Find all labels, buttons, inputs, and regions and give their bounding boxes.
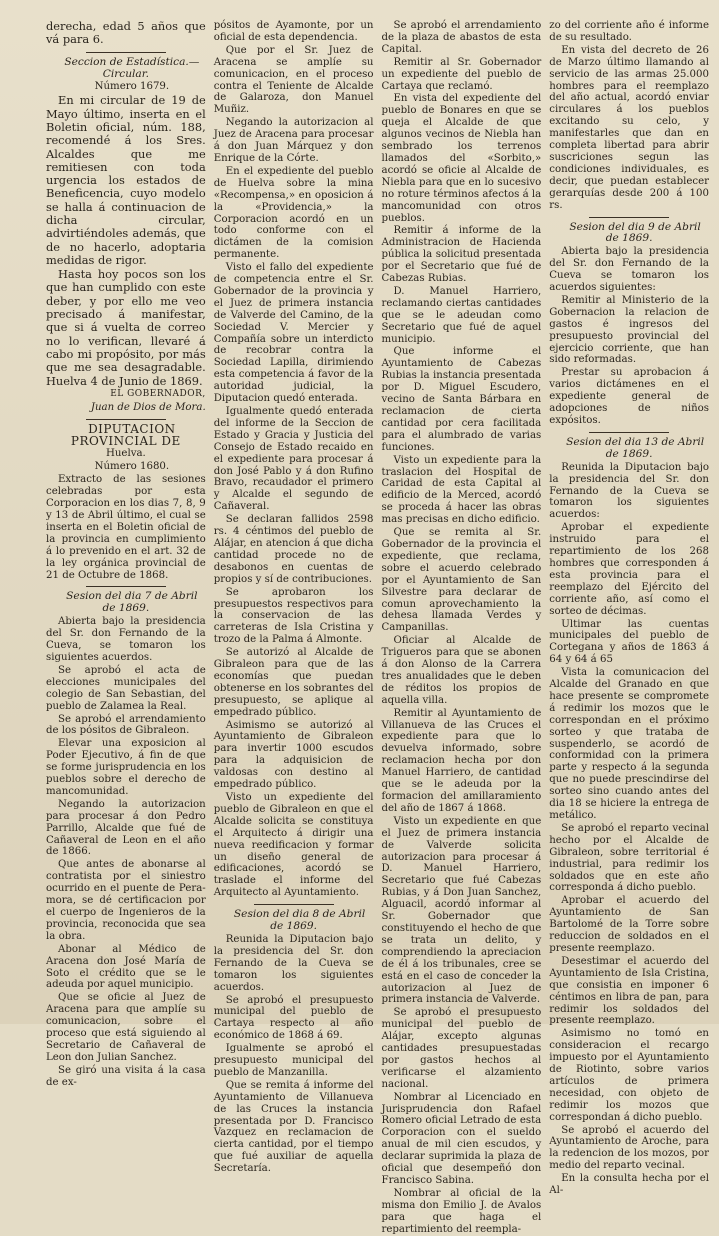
paragraph: Visto un expediente para la traslacion del Hospital de Caridad de esta Capital al edificio de la Merced, acordó se proceda á hacer las obras mas precisas en dicho edificio. (381, 454, 542, 526)
paragraph: Visto el fallo del expediente de competencia entre el Sr. Gobernador de la provincia y el Juez de primera instancia de Valverde del Camino, de la Sociedad V. Mercier y Compañía sobre un interdicto de recobrar contra la Sociedad Lapilla, dirimiendo esta competencia á favor de la autoridad judicial, la Diputacion quedó enterada. (213, 262, 374, 405)
paragraph: Ultimar las cuentas municipales del pueblo de Cortegana y años de 1863 á 64 y 64 á 65 (549, 618, 709, 666)
col1-lead: derecha, edad 5 años que vá para 6. (46, 19, 206, 47)
paragraph: En vista del decreto de 26 de Marzo último llamando al servicio de las armas 25.000 hombres para el reemplazo del año actual, acordó enviar circulares á los pueblos excitando su celo, y manifestarles que dan en completa libertad para abrir suscriciones segun las condiciones individuales, es decir, que puedan establecer gerarquías desde 200 á 100 rs. (549, 44, 709, 211)
session-9-title: Sesion del dia 9 de Abril de 1869. (569, 220, 701, 245)
separator (86, 419, 166, 420)
signer-name: Juan de Dios de Mora. (90, 401, 206, 413)
paragraph: Igualmente se aprobó el presupuesto municipal del pueblo de Manzanilla. (213, 1043, 374, 1078)
paragraph: Se aprobó el reparto vecinal hecho por el Alcalde de Gibraleon, sobre territorial é industrial, para redimir los soldados que en este año corresponda á dicho pueblo. (549, 822, 709, 894)
column-3 (381, 20, 542, 1235)
col4-lead: zo del corriente año é informe de su resultado. (549, 20, 709, 43)
paragraph: Aprobar el expediente instruido para el repartimiento de los 268 hombres que corresponden á esta provincia para el reemplazo del Ejército del corriente año, así como el sorteo de décimas. (549, 522, 709, 617)
paragraph: Se autorizó al Alcalde de Gibraleon para que de las economías que puedan obtenerse en los sobrantes del presupuesto, se aplique al empedrado público. (213, 647, 374, 718)
paragraph: Negando la autorizacion al Juez de Aracena para procesar á don Juan Márquez y don Enrique de la Córte. (213, 117, 374, 164)
paragraph: Igualmente quedó enterada del informe de la Seccion de Estado y Gracia y Justicia del Consejo de Estado recaido en el expediente para procesar á don José Pablo y á don Rufino Bravo, recaudador el primero y Alcalde el segundo de Cañaveral. (213, 406, 374, 513)
paragraph: Remitir á informe de la Administracion de Hacienda pública la solicitud presentada por el Secretario que fué de Cabezas Rubias. (381, 225, 542, 285)
paragraph: Asimismo no tomó en consideracion el recargo impuesto por el Ayuntamiento de Riotinto, sobre varios artículos de primera necesidad, con objeto de redimir los mozos que correspondan á dicho pueblo. (549, 1028, 709, 1123)
paragraph: Se declaran fallidos 2598 rs. 4 céntimos del pueblo de Alájar, en atencion á que dicha cantidad procede no de desabonos en cuentas de propios y sí de contribuciones. (213, 514, 374, 585)
paragraph: Remitir al Sr. Gobernador un expediente del pueblo de Cartaya que reclamó. (381, 56, 542, 92)
separator (86, 52, 166, 53)
circular-body-2: Hasta hoy pocos son los que han cumplido con este deber, y por ello me veo precisado á manifestar, que si á vuelta de correo no lo verifican, llevaré á cabo mi propósito, por más que me sea desagradable. Huelva 4 de Junio de 1869. (46, 267, 206, 388)
paragraph: Que informe el Ayuntamiento de Cabezas Rubias la instancia presentada por D. Miguel Escudero, vecino de Santa Bárbara en reclamacion de cierta cantidad por cera facilitada para el alumbrado de varias funciones. (381, 346, 542, 453)
paragraph: Visto un expediente en que el Juez de primera instancia de Valverde solicita autorizacion para procesar á D. Manuel Harriero, Secretario que fué Cabezas Rubias, y á Don Juan Sanchez, Alguacil, acordó informar al Sr. Gobernador que constituyendo el hecho de que se trata un delito, y comprendiendo la apreciacion de él á los tribunales, cree se está en el caso de conceder la autorizacion al Juez de primera instancia de Valverde. (381, 815, 542, 1006)
separator (86, 586, 166, 587)
paragraph: Reunida la Diputacion bajo la presidencia del Sr. don Fernando de la Cueva se tomaron los siguientes acuerdos. (213, 933, 374, 993)
paragraph: Remitir al Ministerio de la Gobernacion la relacion de gastos é ingresos del presupuesto provincial del ejercicio corriente, que han sido reformadas. (549, 294, 709, 366)
paragraph: D. Manuel Harriero, reclamando ciertas cantidades que se le adeudan como Secretario que fué de aquel municipio. (381, 285, 542, 345)
circular-section-title: Seccion de Estadística.—Circular. (64, 55, 200, 80)
session-8-title: Sesion del dia 8 de Abril de 1869. (233, 908, 366, 933)
paragraph: Oficiar al Alcalde de Trigueros para que se abonen á don Alonso de la Carrera tres anualidades que le deben de réditos los propios de aquella villa. (381, 635, 542, 706)
paragraph: Nombrar al oficial de la misma don Emilio J. de Avalos para que haga el repartimiento del reempla- (381, 1187, 542, 1235)
separator (589, 432, 669, 433)
diputacion-number: Número 1680. (94, 461, 170, 473)
paragraph: Reunida la Diputacion bajo la presidencia del Sr. don Fernando de la Cueva se tomaron los siguientes acuerdos: (549, 461, 709, 521)
column-1 (46, 19, 206, 1088)
paragraph: Se aprobó el acta de elecciones municipales del colegio de San Sebastian, del pueblo de Zalamea la Real. (46, 664, 206, 712)
paragraph: Se aprobaron los presupuestos respectivos para la conservacion de las carreteras de Isla Cristina y trozo de la Palma á Almonte. (213, 586, 374, 646)
diputacion-heading: DIPUTACION PROVINCIAL DE (70, 421, 181, 448)
paragraph: Remitir al Ayuntamiento de Villanueva de las Cruces el expediente para que lo devuelva informado, sobre reclamacion hecha por don Manuel Harriero, de cantidad que se le adeuda por la formacion del amillaramiento del año de 1867 á 1868. (381, 707, 542, 814)
paragraph: Se aprobó el arrendamiento de los pósitos de Gibraleon. (46, 713, 206, 737)
paragraph: Asimismo se autorizó al Ayuntamiento de Gibraleon para invertir 1000 escudos para la adquisicion de valdosas con destino al empedrado público. (213, 719, 374, 791)
paragraph: Se aprobó el presupuesto municipal del pueblo de Alájar, excepto algunas cantidades presupuestadas por gastos hechos al verificarse el alzamiento nacional. (381, 1007, 542, 1090)
paragraph: Prestar su aprobacion á varios dictámenes en el expediente general de adopciones de niños expósitos. (549, 367, 709, 426)
column-4 (549, 20, 709, 1197)
column-2 (213, 20, 374, 1175)
paragraph: Que antes de abonarse al contratista por el siniestro ocurrido en el puente de Pera-mora, se dé certificacion por el cuerpo de Ingenieros de la provincia, reconocida que sea la obra. (46, 859, 206, 942)
paragraph: Vista la comunicacion del Alcalde del Granado en que hace presente se compromete á redimir los mozos que le correspondan en el próximo sorteo y que trataba de suspenderlo, se acordó de conformidad con la primera parte y respecto á la segunda que no puede prescindirse del sorteo sino cuando antes del dia 18 se hiciere la entrega de metálico. (549, 667, 709, 821)
paragraph: En el expediente del pueblo de Huelva sobre la mina «Recompensa,» en oposicion á la «Providencia,» la Corporacion acordó en un todo conforme con el dictámen de la comision permanente. (213, 165, 374, 261)
paragraph: Que por el Sr. Juez de Aracena se amplíe su comunicacion, en el proceso contra el Teniente de Alcalde de Galaroza, don Manuel Muñiz. (213, 44, 374, 116)
separator (254, 904, 334, 905)
signer-title: EL GOBERNADOR, (110, 388, 206, 399)
diputacion-heading-city: Huelva. (105, 448, 146, 460)
paragraph: Que se oficie al Juez de Aracena para que amplíe su comunicacion, sobre el proceso que está siguiendo al Secretario de Cañaveral de Leon don Julian Sanchez. (46, 992, 206, 1063)
paragraph: Se giró una visita á la casa de ex- (46, 1064, 206, 1088)
circular-number: Número 1679. (94, 81, 170, 93)
paragraph: Aprobar el acuerdo del Ayuntamiento de San Bartolomé de la Torre sobre reduccion de soldados en el presente reemplazo. (549, 895, 709, 954)
paragraph: Se aprobó el arrendamiento de la plaza de abastos de esta Capital. (381, 20, 542, 55)
paragraph: Abierta bajo la presidencia del Sr. don Fernando de la Cueva se tomaron los acuerdos siguientes: (549, 246, 709, 294)
diputacion-intro: Extracto de las sesiones celebradas por esta Corporacion en los dias 7, 8, 9 y 13 de Abril último, el cual se inserta en el Boletin oficial de la provincia en cumplimiento á lo prevenido en el art. 32 de la ley orgánica provincial de 21 de Octubre de 1868. (46, 474, 206, 581)
paragraph: Desestimar el acuerdo del Ayuntamiento de Isla Cristina, que consistia en imponer 6 céntimos en libra de pan, para redimir los soldados del presente reemplazo. (549, 955, 709, 1027)
session-7-title: Sesion del dia 7 de Abril de 1869. (66, 590, 198, 615)
paragraph: En vista del expediente del pueblo de Bonares en que se queja el Alcalde de que algunos vecinos de Niebla han sembrado los terrenos llamados del «Sorbito,» acordó se oficie al Alcalde de Niebla para que en lo sucesivo no roture términos afectos á la mancomunidad con otros pueblos. (381, 93, 542, 224)
paragraph: Que se remita á informe del Ayuntamiento de Villanueva de las Cruces la instancia presentada por D. Francisco Vazquez en reclamacion de cierta cantidad, por el tiempo que fué auxiliar de aquella Secretaría. (213, 1079, 374, 1175)
col2-lead: pósitos de Ayamonte, por un oficial de esta dependencia. (213, 20, 374, 43)
paragraph: Abierta bajo la presidencia del Sr. don Fernando de la Cueva, se tomaron los siguientes acuerdos. (46, 616, 206, 663)
circular-body: En mi circular de 19 de Mayo último, inserta en el Boletin oficial, núm. 188, recomendé á los Sres. Alcaldes que me remitiesen con toda urgencia los estados de Beneficencia, cuyo modelo se halla á continuacion de dicha circular, advirtiéndoles además, que de no hacerlo, adoptaria medidas de rigor. (46, 93, 206, 267)
paragraph: En la consulta hecha por el Al- (549, 1173, 709, 1197)
paragraph: Que se remita al Sr. Gobernador de la provincia el expediente, que reclama, sobre el acuerdo celebrado por el Ayuntamiento de San Silvestre para declarar de comun aprovechamiento la dehesa llamada Verdes y Campanillas. (381, 527, 542, 634)
session-13-title: Sesion del dia 13 de Abril de 1869. (566, 435, 705, 460)
paragraph: Elevar una exposicion al Poder Ejecutivo, á fin de que se forme jurisprudencia en los pueblos sobre el derecho de mancomunidad. (46, 738, 206, 797)
paragraph: Nombrar al Licenciado en Jurisprudencia don Rafael Romero oficial Letrado de esta Corporacion con el sueldo anual de mil cien escudos, y declarar suprimida la plaza de oficial que desempeñó don Francisco Sabina. (381, 1091, 542, 1186)
paragraph: Se aprobó el presupuesto municipal del pueblo de Cartaya respecto al año económico de 1868 á 69. (213, 994, 374, 1042)
paragraph: Visto un expediente del pueblo de Gibraleon en que el Alcalde solicita se constituya el Arquitecto á dirigir una nueva reedificacion y formar un diseño general de edificaciones, acordó se traslade el informe del Arquitecto al Ayuntamiento. (213, 792, 374, 899)
paragraph: Abonar al Médico de Aracena don José María de Soto el crédito que se le adeuda por aquel municipio. (46, 943, 206, 991)
separator (589, 217, 669, 218)
columns (46, 19, 709, 1235)
paragraph: Se aprobó el acuerdo del Ayuntamiento de Aroche, para la redencion de los mozos, por medio del reparto vecinal. (549, 1124, 709, 1172)
paragraph: Negando la autorizacion para procesar á don Pedro Parrillo, Alcalde que fué de Cañaveral de Leon en el año de 1866. (46, 798, 206, 858)
